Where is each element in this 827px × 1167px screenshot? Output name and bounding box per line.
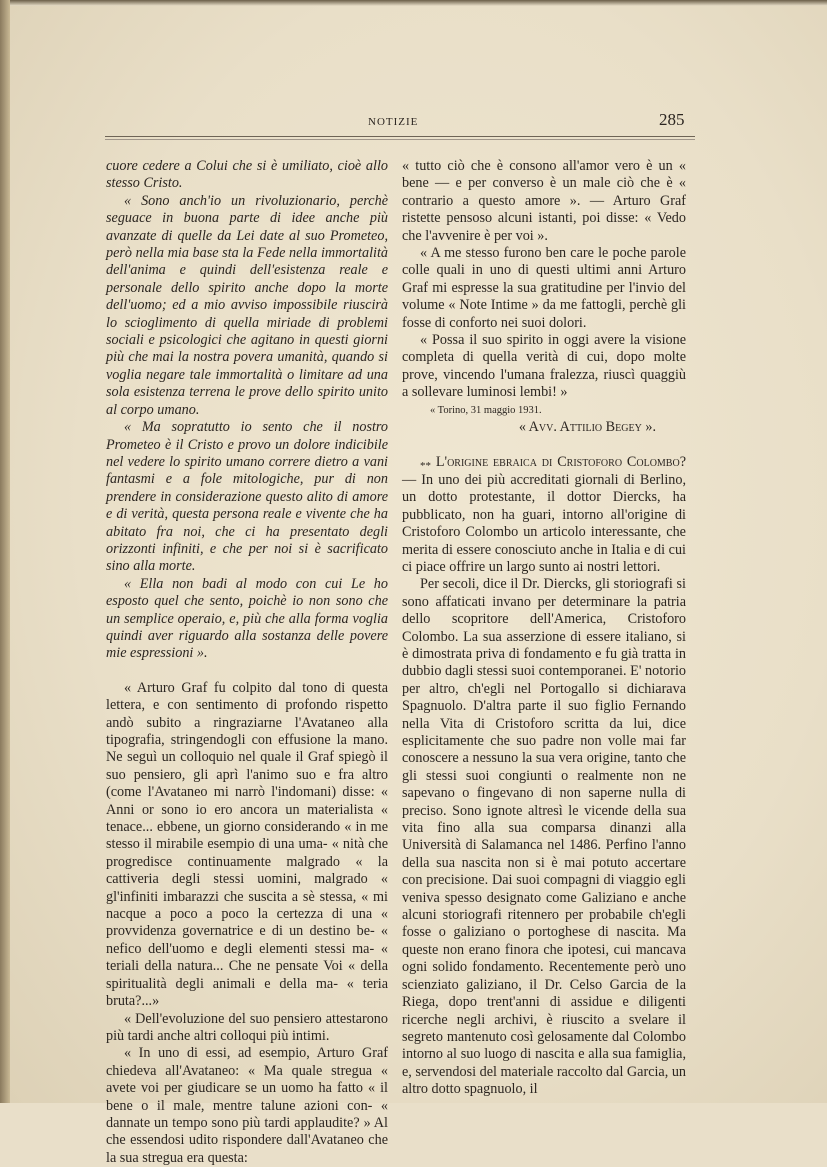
book-spine-edge <box>0 0 10 1103</box>
paragraph: « Arturo Graf fu colpito dal tono di questa lettera, e con sentimento di profondo rispetto andò subito a ringraziarne l'Avataneo alla tipografia, stringendogli con effusione la mano. Ne seguì un colloquio nel quale il Graf spiegò il suo pensiero, gli aprì l'animo suo e fra altro (come l'Avataneo mi narrò l'indomani) disse: « Anni or sono io ero ancora un materialista « tenace... ebbene, un giorno considerando « in me stesso il mirabile esempio di una uma- « nità che progredisce continuamente malgrado « la cattiveria degli stessi uomini, malgrado « gl'infiniti imbarazzi che suscita a sè stessa, « mi nacque a poco a poco la certezza di una « provvidenza governatrice e di un destino be- « nefico dell'uomo e degli elementi stessi ma- « teriali della natura... Che ne pensate Voi « della spiritualità degli animali e della ma- « teria bruta?...» <box>106 679 388 1010</box>
paragraph-gap <box>402 437 686 454</box>
running-header-title: NOTIZIE <box>368 116 419 128</box>
page-number: 285 <box>659 110 685 129</box>
paragraph: « In uno di essi, ad esempio, Arturo Graf chiedeva all'Avataneo: « Ma quale stregua « avete voi per giudicare se un uomo ha fatto « il bene o il male, mentre talune azioni con- « dannate un tempo sono più tardi applaudite? » Al che essendosi udito rispondere dall'Avataneo che la sua stregua era questa: <box>106 1045 388 1166</box>
paragraph: « Ella non badi al modo con cui Le ho esposto quel che sento, poichè io non sono che un semplice operaio, e, più che alla forma voglia quindi aver riguardo alla sostanza delle povere mie espressioni ». <box>106 575 388 662</box>
signature: « Avv. Attilio Begey ». <box>518 419 656 436</box>
paragraph: « tutto ciò che è consono all'amor vero è un « bene — e per converso è un male ciò che è « contrario a questo amore ». — Arturo Graf ristette pensoso alcuni istanti, poi disse: « Vedo che l'avvenire è per voi ». <box>402 158 686 244</box>
page-top-edge <box>10 0 827 6</box>
header-rule-secondary <box>105 139 695 140</box>
paragraph: « Sono anch'io un rivoluzionario, perchè seguace in buona parte di idee anche più avanzate di quelle da Lei date al suo Prometeo, però nella mia base sta la Fede nella immortalità dell'anima e quindi dell'esistenza reale e personale dello spirito anche dopo la morte dell'uomo; ed a mio avviso impossibile riuscirà lo scioglimento di quella miriade di problemi sociali e psicologici che agitano in questi giorni più che mai la nostra povera umanità, quando si voglia negare tale immortalità o limitare ad una sola esistenza terrena le prove dello spirito unito al corpo umano. <box>106 192 388 418</box>
paragraph: — In uno dei più accreditati giornali di Berlino, un dotto protestante, il dottor Diercks, ha pubblicato, non ha guari, intorno all'origine di Cristoforo Colombo un articolo interessante, che merita di essere conosciuto anche in Italia e di cui ci piace offrire un largo sunto ai nostri lettori. <box>402 471 686 575</box>
paragraph: « Dell'evoluzione del suo pensiero attestarono più tardi anche altri colloqui più intimi. <box>106 1010 388 1044</box>
right-column <box>402 158 686 1099</box>
section-title: L'origine ebraica di Cristoforo Colombo? <box>435 453 686 470</box>
left-column <box>106 158 388 1167</box>
paragraph: Per secoli, dice il Dr. Diercks, gli storiografi si sono affaticati invano per determinare la patria dello scopritore dell'America, Cristoforo Colombo. La sua asserzione di essere italiano, si è dimostrata priva di fondamento e fu già tratta in dubbio dagli stessi suoi contemporanei. E' notorio per altro, ch'egli nel Portogallo si dichiarava Spagnuolo. D'altra parte il suo figlio Fernando nella Vita di Cristoforo scritta da lui, dice esplicitamente che suo padre non volle mai far conoscere a nessuno la sua vera origine, tanto che gli stessi suoi congiunti o realmente non ne sapevano o fingevano di non saperne nulla di preciso. Sono ignote altresì le vicende della sua vita fino alla sua comparsa dinanzi alla Università di Salamanca nel 1486. Perfino l'anno della sua nascita non si è mai potuto accertare con precisione. Dai suoi compagni di viaggio egli veniva spesso designato come Galiziano e anche alcuni storiografi ritennero per probabile ch'egli fosse o galiziano o portoghese di nascita. Ma queste non erano finora che ipotesi, cui mancava ogni solido fondamento. Recentemente però uno scienziato galiziano, il Dr. Celso Garcia de la Riega, dopo trent'anni di assidue e diligenti ricerche negli archivi, è riuscito a svelare il segreto mantenuto così gelosamente dal Colombo intorno al suo luogo di nascita e alla sua famiglia, e, servendosi del materiale raccolto dal Garcia, un altro dotto spagnuolo, il <box>402 576 687 1098</box>
asterism-icon: * <box>425 459 431 472</box>
dateline: « Torino, 31 maggio 1931. <box>430 404 542 416</box>
paragraph: « Ma sopratutto io sento che il nostro Prometeo è il Cristo e provo un dolore indicibile nel vedere lo spirito umano correre dietro a vani fantasmi e a fole mitologiche, pur di non prendere in considerazione questo alito di amore e di verità, questa persona reale e vivente che ha abitato fra noi, che ci ha presentato degli orizzonti infiniti, e che per noi si è sacrificato sino alla morte. <box>106 419 388 575</box>
paragraph: « A me stesso furono ben care le poche parole colle quali in uno di questi ultimi anni Arturo Graf mi espresse la sua gratitudine per l'invio del volume « Note Intime » da me fattogli, perchè gli fosse di conforto nei suoi dolori. <box>402 245 686 331</box>
paragraph: cuore cedere a Colui che si è umiliato, cioè allo stesso Cristo. <box>106 158 388 192</box>
header-rule <box>105 136 695 137</box>
paragraph: « Possa il suo spirito in oggi avere la visione completa di quella verità di cui, dopo molte prove, vincendo l'umana fralezza, riuscì quaggiù a sollevare luminosi lembi! » <box>402 332 686 401</box>
asterism-icon: * <box>420 459 426 472</box>
paragraph-gap <box>106 663 388 680</box>
